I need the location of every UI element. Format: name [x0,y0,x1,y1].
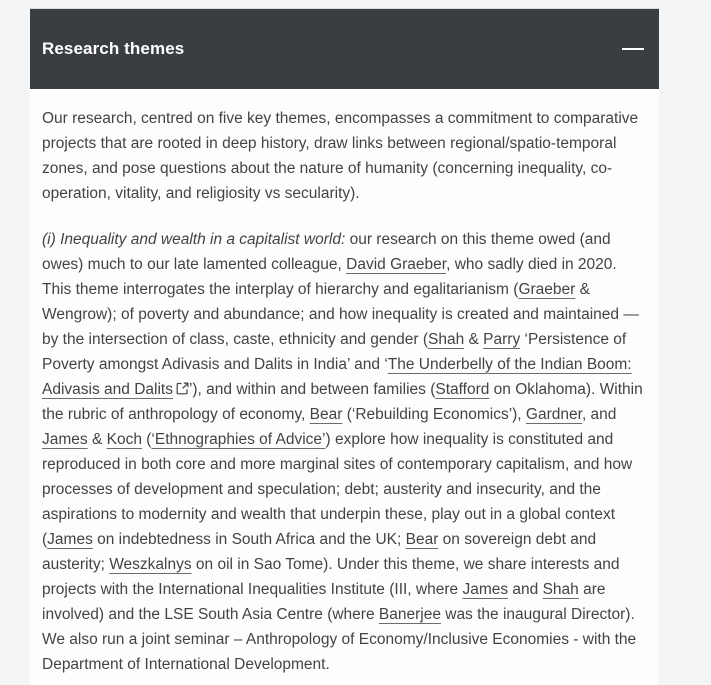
text-run: & Wengrow); of poverty and abundance; and how inequality is created and maintained —by the intersection of class, caste, ethnicity and gender ( [42,281,639,348]
link-shah[interactable]: Shah [542,581,579,598]
accordion-header[interactable] [30,9,659,89]
text-run: ‘Persistence of Poverty amongst Adivasis and Dalits in India’ and ‘ [42,331,627,373]
collapse-minus-icon[interactable] [622,48,644,50]
accordion-body [30,89,659,685]
research-themes-accordion [30,8,659,684]
link-shah[interactable]: Shah [428,331,465,348]
text-run: was the inaugural Director). We also run a joint seminar – Anthropology of Economy/Inclusive Economies - with the Department of International Development. [42,606,637,673]
external-link-icon [176,382,189,395]
text-run: on Oklahoma). Within the rubric of anthropology of economy, [42,381,643,423]
paragraphs [42,106,647,677]
theme-title-italic: (i) Inequality and wealth in a capitalist world: [42,231,346,248]
text-run: (‘Rebuilding Economics’), [342,406,526,423]
text-run: ’), and within and between families ( [188,381,436,398]
text-run: on sovereign debt and austerity; [42,531,597,573]
text-run: & [464,331,484,348]
paragraph [42,227,647,677]
link-banerjee[interactable]: Banerjee [378,606,441,623]
text-run: our research on this theme owed (and owes) much to our late lamented colleague, [42,231,611,273]
link-ethnographies-of-advice[interactable]: ‘Ethnographies of Advice’ [151,431,326,448]
text-run: Our research, centred on five key themes, encompasses a commitment to comparative projects that are rooted in deep history, draw links between regional/spatio-temporal zones, and pose questions about the nature of humanity (concerning inequality, co-operation, vitality, and religiosity vs secularity). [42,110,639,202]
text-run: , and [581,406,617,423]
link-gardner[interactable]: Gardner [525,406,582,423]
text-run: are involved) and the LSE South Asia Centre (where [42,581,606,623]
link-bear[interactable]: Bear [309,406,343,423]
link-weszkalnys[interactable]: Weszkalnys [109,556,192,573]
text-run: , who sadly died in 2020. This theme interrogates the interplay of hierarchy and egalitarianism ( [42,256,617,298]
link-koch[interactable]: Koch [106,431,142,448]
link-david-graeber[interactable]: David Graeber [346,256,447,273]
link-stafford[interactable]: Stafford [435,381,490,398]
link-the-underbelly-of-the-indian-boom-adivas[interactable]: The Underbelly of the Indian Boom: Adivasis and Dalits [42,356,632,398]
text-run: on indebtedness in South Africa and the UK; [92,531,406,548]
text-run: on oil in Sao Tome). Under this theme, we share interests and projects with the International Inequalities Institute (III, where [42,556,620,598]
link-graeber[interactable]: Graeber [518,281,576,298]
link-james[interactable]: James [462,581,509,598]
section-title: Research themes [42,39,185,58]
text-run: and [508,581,543,598]
text-run: & [87,431,107,448]
text-run: ( [141,431,152,448]
link-bear[interactable]: Bear [405,531,439,548]
paragraph [42,106,647,206]
link-james[interactable]: James [42,431,88,448]
link-parry[interactable]: Parry [483,331,521,348]
text-run: ) explore how inequality is constituted and reproduced in both core and more marginal sites of contemporary capitalism, and how processes of development and speculation; debt; austerity and insecurity, and the aspirations to modernity and wealth that underpin these, play out in a global context ( [42,431,633,548]
link-james[interactable]: James [47,531,93,548]
